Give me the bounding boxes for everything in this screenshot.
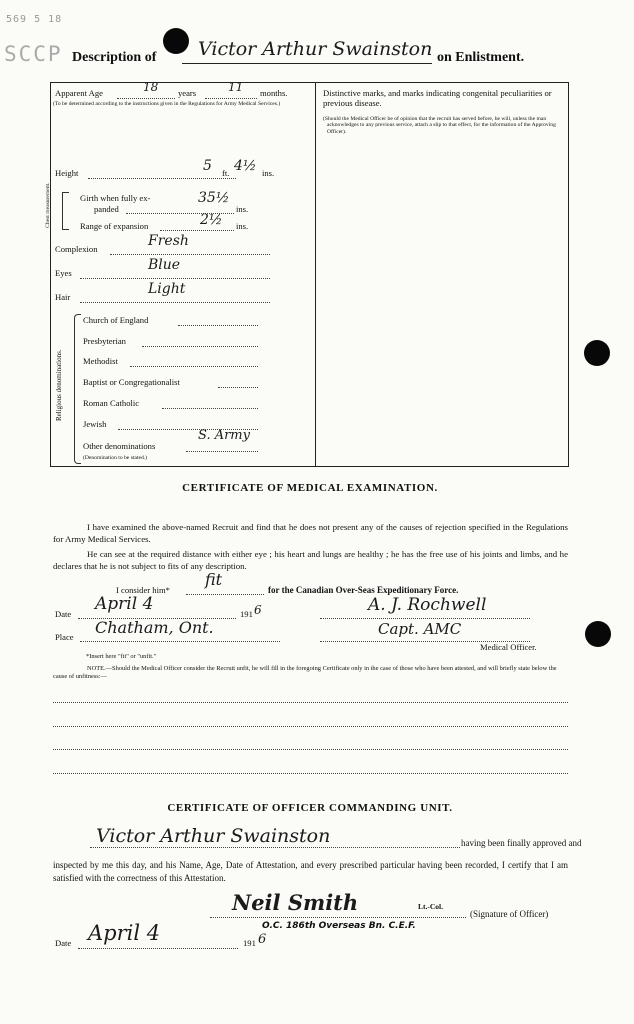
- religious-denominations-label: Religious denominations.: [54, 349, 63, 421]
- hair-line: [80, 302, 270, 303]
- religion-line-4: [162, 408, 258, 409]
- height-ins-label: ins.: [262, 168, 275, 178]
- religion-baptist: Baptist or Congregationalist: [83, 377, 180, 387]
- unfit-line-4: [53, 773, 568, 774]
- years-label: years: [178, 88, 197, 98]
- religion-line-3: [218, 387, 258, 388]
- officer-para: inspected by me this day, and his Name, Age, Date of Attestation, and every prescribed particular having been recorded, I certify that I am satisfied with the correctness of this Attestation.: [53, 860, 568, 883]
- officer-recruit-name: Victor Arthur Swainston: [96, 825, 331, 847]
- distinctive-marks-label: Distinctive marks, and marks indicating congenital peculiarities or previous disease.: [323, 88, 552, 108]
- unfit-note: NOTE.—Should the Medical Officer consider the Recruit unfit, he will fill in the foregoing Certificate only in the case of those who have been attested, and will briefly state below the cause of unfitness:—: [53, 665, 557, 680]
- eyes-value: Blue: [148, 257, 181, 273]
- hair-value: Light: [148, 281, 186, 297]
- consider-label: I consider him*: [116, 585, 170, 595]
- officer-date-value: April 4: [88, 921, 161, 945]
- age-months-line: [205, 98, 257, 99]
- expansion-ins-label: ins.: [236, 221, 249, 231]
- religion-line-6: [186, 451, 258, 452]
- religion-line-0: [178, 325, 258, 326]
- unfit-line-3: [53, 749, 568, 750]
- religion-roman-catholic: Roman Catholic: [83, 398, 140, 408]
- chest-measurement-label: Chest measurement.: [44, 182, 51, 228]
- commanding-officer-signature: Neil Smith: [232, 890, 359, 915]
- archive-stamp-letters: SCCP: [4, 42, 63, 66]
- medical-officer-label: Medical Officer.: [480, 642, 537, 652]
- complexion-value: Fresh: [148, 233, 189, 249]
- eyes-line: [80, 278, 270, 279]
- medical-date-label: Date: [55, 609, 72, 619]
- officer-year-value: 6: [258, 932, 267, 947]
- recruit-name: Victor Arthur Swainston: [198, 38, 433, 60]
- force-label: for the Canadian Over-Seas Expeditionary Force.: [268, 585, 459, 595]
- punch-hole-top: [163, 28, 189, 54]
- medical-para-2: He can see at the required distance with either eye ; his heart and lungs are healthy ; he has the free use of his joints and limbs, and he declares that he is not subject to fits of any description.: [53, 549, 568, 571]
- officer-date-line: [78, 948, 238, 949]
- medical-officer-signature: A. J. Rochwell: [368, 595, 487, 615]
- religion-line-1: [142, 346, 258, 347]
- denomination-note: (Denomination to be stated.): [83, 455, 148, 461]
- complexion-label: Complexion: [55, 244, 98, 254]
- punch-hole-right-lower: [585, 621, 611, 647]
- officer-signature-line: [210, 917, 466, 918]
- religion-bracket: [74, 314, 81, 464]
- height-label: Height: [55, 168, 79, 178]
- medical-officer-rank: Capt. AMC: [378, 620, 462, 638]
- fitness-value: fit: [205, 570, 223, 589]
- unfit-line-2: [53, 726, 568, 727]
- consider-line: [186, 594, 264, 595]
- medical-signature-line: [320, 618, 530, 619]
- chest-bracket: [62, 192, 69, 230]
- age-years-value: 18: [143, 80, 159, 94]
- age-note: (To be determined according to the instructions given in the Regulations for Army Medical Services.): [53, 101, 281, 107]
- officer-certificate-heading: CERTIFICATE OF OFFICER COMMANDING UNIT.: [167, 802, 453, 814]
- medical-year-value: 6: [254, 603, 262, 617]
- column-divider: [315, 82, 316, 467]
- complexion-line: [110, 254, 270, 255]
- age-months-value: 11: [228, 80, 244, 94]
- archive-stamp-number: 569 5 18: [6, 14, 63, 25]
- religion-jewish: Jewish: [83, 419, 107, 429]
- officer-date-label: Date: [55, 938, 72, 948]
- unfit-line-1: [53, 702, 568, 703]
- distinctive-marks-note: (Should the Medical Officer be of opinion that the recruit has served before, he will, unless the man acknowledges to any previous service, attach a slip to that effect, for the information of the Approving Officer).: [323, 116, 556, 135]
- ft-label: ft.: [222, 168, 230, 178]
- eyes-label: Eyes: [55, 268, 72, 278]
- officer-year-prefix: 191: [243, 938, 256, 948]
- description-table: [50, 82, 569, 467]
- religion-other-value: S. Army: [198, 428, 250, 443]
- height-ins-value: 4½: [234, 158, 257, 174]
- place-value: Chatham, Ont.: [95, 618, 214, 637]
- expansion-line: [160, 230, 234, 231]
- height-line: [88, 178, 236, 179]
- place-label: Place: [55, 632, 74, 642]
- medical-para-1: I have examined the above-named Recruit and find that he does not present any of the causes of rejection specified in the Regulations for Army Medical Services.: [53, 522, 568, 544]
- girth-ins-label: ins.: [236, 204, 249, 214]
- title-prefix: Description of: [72, 50, 157, 65]
- months-label: months.: [260, 88, 288, 98]
- expansion-label: Range of expansion: [80, 221, 149, 231]
- girth-value: 35½: [198, 190, 230, 206]
- religion-other: Other denominations: [83, 441, 156, 451]
- place-line: [80, 641, 280, 642]
- unit-stamp: O.C. 186th Overseas Bn. C.E.F.: [262, 921, 416, 931]
- approved-text: having been finally approved and: [461, 838, 582, 848]
- hair-label: Hair: [55, 292, 71, 302]
- signature-of-officer-label: (Signature of Officer): [470, 909, 549, 919]
- medical-certificate-heading: CERTIFICATE OF MEDICAL EXAMINATION.: [182, 482, 438, 494]
- punch-hole-right: [584, 340, 610, 366]
- girth-label-2: panded: [94, 204, 119, 214]
- medical-date-value: April 4: [95, 594, 154, 614]
- height-ft-value: 5: [203, 158, 212, 174]
- religion-church-of-england: Church of England: [83, 315, 149, 325]
- religion-presbyterian: Presbyterian: [83, 336, 126, 346]
- officer-rank: Lt.-Col.: [418, 902, 443, 911]
- insert-note: *Insert here "fit" or "unfit.": [86, 653, 157, 660]
- medical-year-prefix: 191: [240, 609, 253, 619]
- girth-label-1: Girth when fully ex-: [80, 193, 151, 203]
- title-suffix: on Enlistment.: [437, 50, 525, 65]
- apparent-age-label: Apparent Age: [55, 88, 103, 98]
- religion-methodist: Methodist: [83, 356, 118, 366]
- expansion-value: 2½: [200, 212, 223, 228]
- title-underline: [182, 63, 432, 64]
- religion-line-2: [130, 366, 258, 367]
- officer-name-line: [90, 847, 460, 848]
- age-years-line: [117, 98, 175, 99]
